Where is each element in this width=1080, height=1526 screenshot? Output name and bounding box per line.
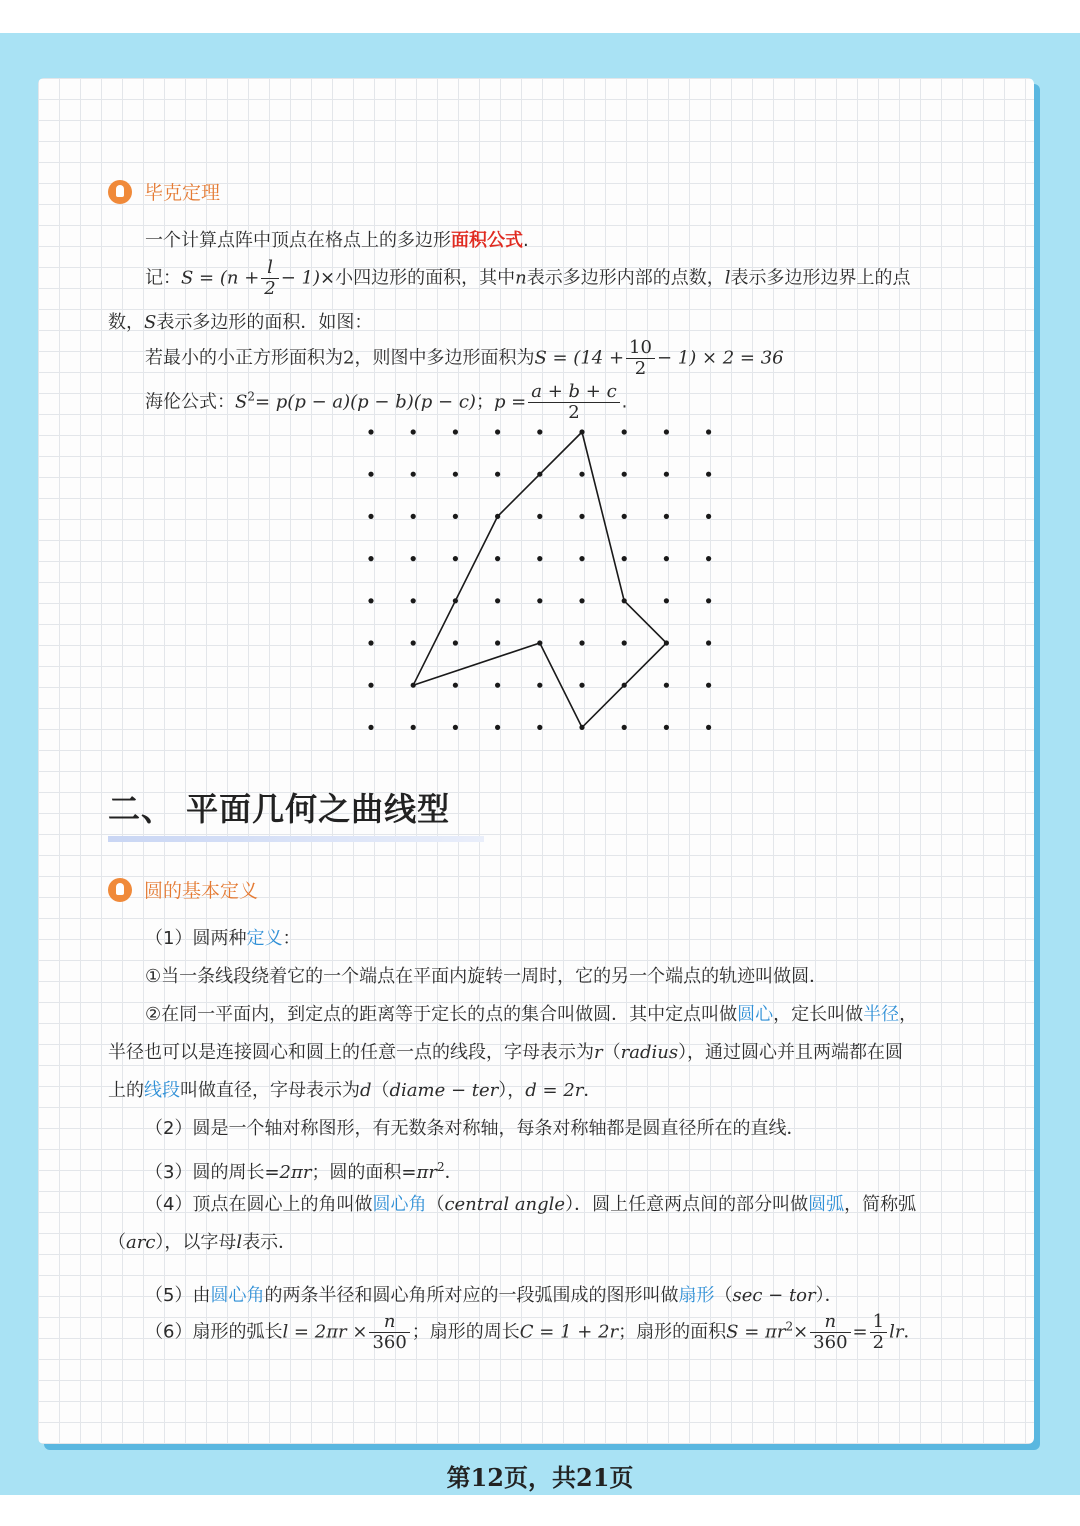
lattice-dot	[579, 598, 584, 603]
lattice-dot	[368, 429, 373, 434]
paragraph-pick-intro: 一个计算点阵中顶点在格点上的多边形面积公式.	[145, 230, 529, 251]
paragraph-pick-cont: 数，S表示多边形的面积．如图：	[108, 312, 373, 333]
lattice-dot	[453, 556, 458, 561]
lattice-dot	[495, 683, 500, 688]
lattice-dot	[664, 556, 669, 561]
section-heading: 二、 平面几何之曲线型	[108, 790, 451, 828]
lattice-dot	[706, 514, 711, 519]
lattice-dot	[453, 640, 458, 645]
lattice-dot	[453, 725, 458, 730]
lattice-polygon-figure	[355, 418, 727, 744]
paragraph-pick-example: 若最小的小正方形面积为2，则图中多边形面积为S = (14 + $\frac{10}{2}$ − 1) × 2 = 36	[145, 337, 784, 379]
lattice-dot	[411, 429, 416, 434]
lattice-dot	[706, 472, 711, 477]
lattice-dot	[537, 556, 542, 561]
lattice-dot	[495, 640, 500, 645]
lattice-dot	[368, 598, 373, 603]
lightbulb-icon	[108, 878, 132, 902]
lattice-dot	[579, 640, 584, 645]
circle-line-8: （4）顶点在圆心上的角叫做圆心角（central angle）．圆上任意两点间的部分叫做圆弧，简称弧	[145, 1194, 917, 1215]
lattice-dot	[664, 514, 669, 519]
page-number: 第12页，共21页	[446, 1463, 634, 1492]
lattice-dot	[368, 640, 373, 645]
lattice-dot	[664, 472, 669, 477]
lattice-dot	[368, 556, 373, 561]
lattice-dot	[453, 514, 458, 519]
lattice-dot	[495, 556, 500, 561]
lattice-dot	[579, 514, 584, 519]
lattice-dot	[495, 598, 500, 603]
lattice-dot	[537, 683, 542, 688]
lattice-dot	[622, 429, 627, 434]
lattice-dot	[495, 725, 500, 730]
circle-line-3: ②在同一平面内，到定点的距离等于定长的点的集合叫做圆．其中定点叫做圆心，定长叫做半径，	[145, 1004, 918, 1025]
lattice-dot	[622, 556, 627, 561]
circle-line-6: （2）圆是一个轴对称图形，有无数条对称轴，每条对称轴都是圆直径所在的直线．	[145, 1118, 805, 1139]
lattice-dot	[664, 725, 669, 730]
circle-line-7: （3）圆的周长=2πr；圆的面积$=\pi r^2$．	[145, 1160, 463, 1183]
lattice-dot	[622, 472, 627, 477]
lattice-dot	[495, 429, 500, 434]
lattice-dot	[622, 640, 627, 645]
lattice-dot	[537, 429, 542, 434]
section-header-circle	[108, 876, 258, 903]
heading-underline	[108, 836, 484, 842]
lattice-dot	[495, 472, 500, 477]
lattice-dot	[664, 683, 669, 688]
lattice-dot	[537, 725, 542, 730]
lattice-dot	[664, 429, 669, 434]
lattice-dot	[706, 598, 711, 603]
lattice-dot	[706, 683, 711, 688]
circle-line-4: 半径也可以是连接圆心和圆上的任意一点的线段，字母表示为r（radius），通过圆心并且两端都在圆	[108, 1042, 904, 1063]
lattice-dot	[411, 556, 416, 561]
lattice-dot	[368, 725, 373, 730]
lattice-dot	[622, 514, 627, 519]
section-title: 毕克定理	[144, 182, 221, 204]
lattice-dot	[664, 598, 669, 603]
lattice-dot	[411, 514, 416, 519]
lattice-dot	[537, 598, 542, 603]
lattice-dot	[579, 472, 584, 477]
lattice-dot	[411, 598, 416, 603]
circle-line-9: （arc），以字母l表示．	[108, 1232, 297, 1253]
lattice-dot	[579, 683, 584, 688]
section-title: 圆的基本定义	[144, 880, 259, 902]
circle-line-11: （6）扇形的弧长l = 2πr × $\frac{n}{360}$ ；扇形的周长C = 1 + 2r；扇形的面积$S = \pi r^2\times$ $\frac{n}{360}$ = $\frac{1}{2}$ lr．	[145, 1311, 922, 1353]
lattice-dot	[411, 725, 416, 730]
paragraph-heron: 海伦公式：$S^2= p(p - a)(p - b)(p - c)$；p = $\frac{a + b + c}{2}$ .	[145, 381, 628, 423]
lattice-dot	[368, 514, 373, 519]
lattice-dot	[411, 640, 416, 645]
lattice-dot	[368, 683, 373, 688]
circle-line-5: 上的线段叫做直径，字母表示为d（diame − ter），d = 2r．	[108, 1080, 602, 1101]
circle-line-1: （1）圆两种定义：	[145, 928, 301, 949]
lattice-dot	[368, 472, 373, 477]
lattice-dot	[706, 556, 711, 561]
lattice-dot	[622, 725, 627, 730]
lattice-dot	[411, 472, 416, 477]
lattice-dot	[537, 514, 542, 519]
lattice-dot	[453, 429, 458, 434]
lattice-dot	[453, 683, 458, 688]
paragraph-pick-formula: 记：S = (n + $\frac{l}{2}$ − 1)×小四边形的面积，其中n表示多边形内部的点数，l表示多边形边界上的点	[145, 257, 911, 299]
highlight-area-formula: 面积公式	[451, 230, 523, 251]
circle-line-2: ①当一条线段绕着它的一个端点在平面内旋转一周时，它的另一个端点的轨迹叫做圆．	[145, 966, 828, 987]
circle-line-10: （5）由圆心角的两条半径和圆心角所对应的一段弧围成的图形叫做扇形（sec − tor）．	[145, 1285, 843, 1306]
section-header-pick	[108, 178, 220, 205]
lattice-dot	[453, 472, 458, 477]
lattice-dot	[706, 429, 711, 434]
lattice-dot	[579, 556, 584, 561]
lattice-dot	[706, 725, 711, 730]
lattice-dot	[706, 640, 711, 645]
lightbulb-icon	[108, 180, 132, 204]
